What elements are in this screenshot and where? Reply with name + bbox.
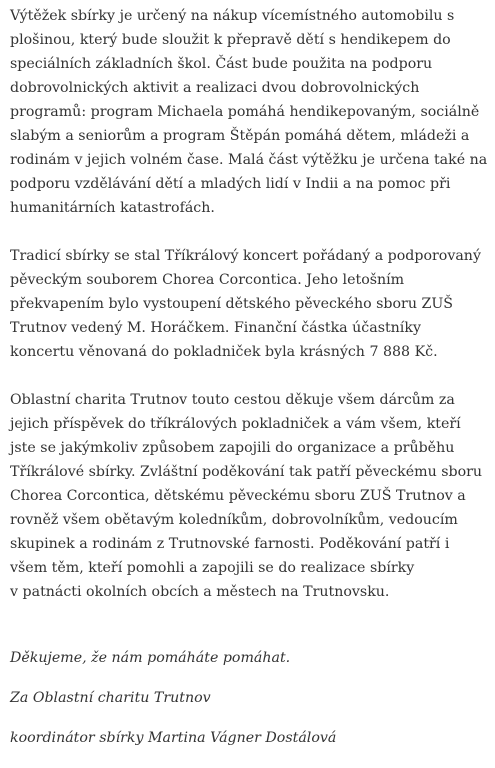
signature-organization-line: Za Oblastní charitu Trutnov bbox=[10, 690, 211, 706]
paragraph-concert: Tradicí sbírky se stal Tříkrálový koncert pořádaný a podporovaný pěveckým souborem Chorea Corcontica. Jeho letošním překvapením bylo vystoupení dětského pěveckého sboru ZUŠ Trutnov vedený M. Horáčkem. Finanční částka účastníky koncertu věnovaná do pokladniček byla krásných 7 888 Kč. bbox=[10, 248, 481, 360]
paragraph-thanks: Oblastní charita Trutnov touto cestou děkuje všem dárcům za jejich příspěvek do tříkrálových pokladniček a vám všem, kteří jste se jakýmkoliv způsobem zapojili do organizace a průběhu Tříkrálové sbírky. Zvláštní poděkování tak patří pěveckému sboru Chorea Corcontica, dětskému pěveckému sboru ZUŠ Trutnov a rovněž všem obětavým koledníkům, dobrovolníkům, vedoucím skupinek a rodinám z Trutnovské farnosti. Poděkování patří i všem těm, kteří pomohli a zapojili se do realizace sbírky v patnácti okolních obcích a městech na Trutnovsku. bbox=[10, 392, 483, 600]
signature-thanks-line: Děkujeme, že nám pomáháte pomáhat. bbox=[10, 650, 291, 666]
signature-coordinator-line: koordinátor sbírky Martina Vágner Dostálová bbox=[10, 730, 337, 746]
signature-block bbox=[10, 628, 494, 768]
article-body bbox=[10, 4, 494, 768]
paragraph-proceeds: Výtěžek sbírky je určený na nákup vícemístného automobilu s plošinou, který bude sloužit k přepravě dětí s hendikepem do speciálních základních škol. Část bude použita na podporu dobrovolnických aktivit a realizaci dvou dobrovolnických programů: program Michaela pomáhá hendikepovaným, sociálně slabým a seniorům a program Štěpán pomáhá dětem, mládeži a rodinám v jejich volném čase. Malá část výtěžku je určena také na podporu vzdělávání dětí a mladých lidí v Indii a na pomoc při humanitárních katastrofách. bbox=[10, 8, 488, 216]
